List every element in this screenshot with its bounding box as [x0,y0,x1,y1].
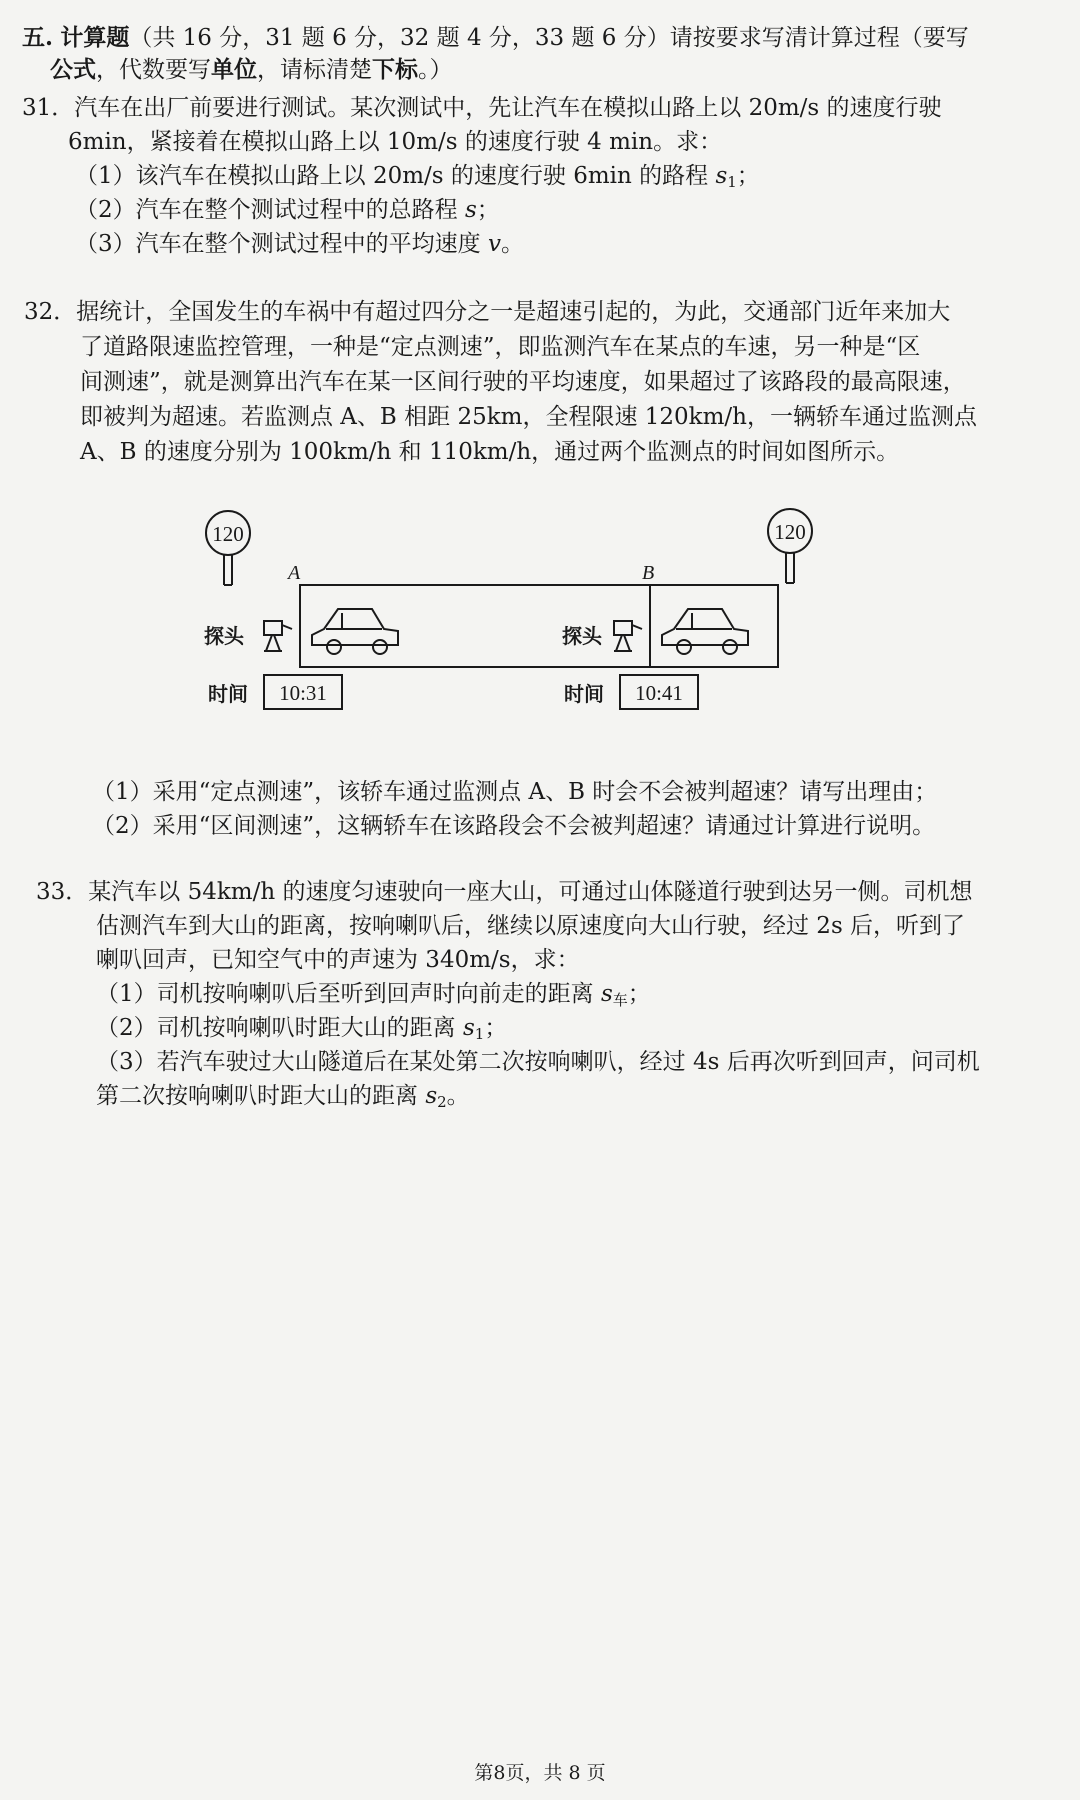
q32-stem-line-4: 即被判为超速。若监测点 A、B 相距 25km，全程限速 120km/h，一辆轿车通过监测点 [80,404,977,430]
q32-stem-line-3: 间测速”，就是测算出汽车在某一区间行驶的平均速度，如果超过了该路段的最高限速， [80,369,966,395]
q33-part-2: （2）司机按响喇叭时距大山的距离 $s_1$； [96,1015,508,1043]
point-b-label: B [642,562,655,584]
car-right-icon [662,609,748,654]
q33-stem-line-3: 喇叭回声，已知空气中的声速为 340m/s，求： [96,947,580,973]
emphasis-unit: 单位 [211,56,257,83]
speed-measurement-diagram [200,505,840,715]
q33-part-3-line-2: 第二次按响喇叭时距大山的距离 $s_2$。 [96,1083,470,1111]
section-number: 五. [22,24,54,51]
q32-part-1: （1）采用“定点测速”，该轿车通过监测点 A、B 时会不会被判超速？请写出理由； [92,779,938,805]
road-segment [300,585,778,667]
section-heading-line-2: 公式，代数要写单位，请标清楚下标。） [50,56,453,83]
q32-stem-line-1: 32．据统计，全国发生的车祸中有超过四分之一是超速引起的，为此，交通部门近年来加大 [24,299,951,325]
emphasis-subscript: 下标 [372,56,418,83]
q31-stem-line-1: 31．汽车在出厂前要进行测试。某次测试中，先让汽车在模拟山路上以 20m/s 的速度行驶 [22,95,942,121]
q33-part-3-line-1: （3）若汽车驶过大山隧道后在某处第二次按响喇叭，经过 4s 后再次听到回声，问司机 [96,1049,980,1075]
emphasis-formula: 公式 [50,56,96,83]
q32-part-2: （2）采用“区间测速”，这辆轿车在该路段会不会被判超速？请通过计算进行说明。 [92,813,936,839]
time-a-value: 10:31 [279,681,327,705]
car-left-icon [312,609,398,654]
point-a-label: A [288,562,301,584]
q33-stem-line-2: 估测汽车到大山的距离，按响喇叭后，继续以原速度向大山行驶，经过 2s 后，听到了 [96,913,966,939]
q32-stem-line-2: 了道路限速监控管理，一种是“定点测速”，即监测汽车在某点的车速，另一种是“区 [80,334,921,360]
sign-left-label: 120 [212,522,244,546]
probe-right-label: 探头 [562,626,602,648]
probe-right-icon [614,621,642,651]
section-note: （共 16 分，31 题 6 分，32 题 4 分，33 题 6 分）请按要求写清计算过程（要写 [129,25,969,51]
probe-left-label: 探头 [204,626,244,648]
section-title: 计算题 [60,24,130,51]
q31-part-3: （3）汽车在整个测试过程中的平均速度 v。 [75,231,524,257]
sign-right-label: 120 [774,520,806,544]
probe-left-icon [264,621,292,651]
q32-stem-line-5: A、B 的速度分别为 100km/h 和 110km/h，通过两个监测点的时间如图所示。 [80,439,900,465]
q31-stem-line-2: 6min，紧接着在模拟山路上以 10m/s 的速度行驶 4 min。求： [68,129,723,155]
q33-stem-line-1: 33．某汽车以 54km/h 的速度匀速驶向一座大山，可通过山体隧道行驶到达另一侧。司机想 [36,879,973,905]
page-footer: 第8页，共 8 页 [474,1762,606,1784]
section-heading-line-1 [22,22,969,54]
time-label-right: 时间 [564,684,604,706]
q33-part-1: （1）司机按响喇叭后至听到回声时向前走的距离 $s_车$； [96,981,651,1009]
time-b-value: 10:41 [635,681,683,705]
q31-part-1: （1）该汽车在模拟山路上以 20m/s 的速度行驶 6min 的路程 $s_1$； [75,163,760,191]
time-label-left: 时间 [208,684,248,706]
q31-part-2: （2）汽车在整个测试过程中的总路程 s； [75,197,500,223]
